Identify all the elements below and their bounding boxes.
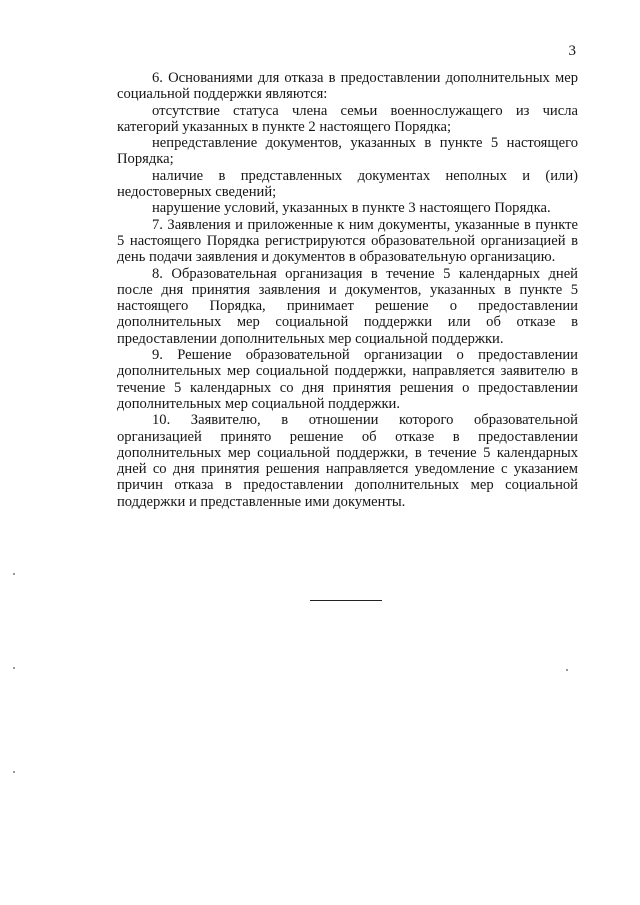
paragraph-6: 6. Основаниями для отказа в предоставлении дополнительных мер социальной поддержки являются: (117, 70, 578, 103)
scan-speck (566, 669, 568, 671)
scan-speck (13, 667, 15, 669)
paragraph-6-item-4: нарушение условий, указанных в пункте 3 настоящего Порядка. (152, 200, 551, 217)
scan-speck (13, 771, 15, 773)
scan-speck (13, 573, 15, 575)
document-body (117, 70, 578, 510)
end-of-text-line (310, 600, 382, 601)
paragraph-8: 8. Образовательная организация в течение 5 календарных дней после дня принятия заявления и документов, указанных в пункте 5 настоящего Порядка, принимает решение о предоставлении дополнительных мер социальной поддержки или об отказе в предоставлении дополнительных мер социальной поддержки. (117, 265, 578, 347)
paragraph-6-item-1: отсутствие статуса члена семьи военнослужащего из числа категорий указанных в пункте 2 настоящего Порядка; (117, 102, 578, 135)
paragraph-7: 7. Заявления и приложенные к ним документы, указанные в пункте 5 настоящего Порядка регистрируются образовательной организацией в день подачи заявления и документов в образовательную организацию. (117, 216, 578, 266)
paragraph-9: 9. Решение образовательной организации о предоставлении дополнительных мер социальной поддержки, направляется заявителю в течение 5 календарных со дня принятия решения о предоставлении дополнительных мер социальной поддержки. (117, 347, 578, 412)
paragraph-6-item-3: наличие в представленных документах неполных и (или) недостоверных сведений; (117, 167, 578, 201)
paragraph-6-item-2: непредставление документов, указанных в пункте 5 настоящего Порядка; (117, 135, 578, 168)
page-number: 3 (568, 43, 576, 59)
paragraph-10: 10. Заявителю, в отношении которого образовательной организацией принято решение об отказе в предоставлении дополнительных мер социальной поддержки, в течение 5 календарных дней со дня принятия решения направляется уведомление с указанием причин отказа в предоставлении дополнительных мер социальной поддержки и представленные ими документы. (117, 412, 578, 510)
